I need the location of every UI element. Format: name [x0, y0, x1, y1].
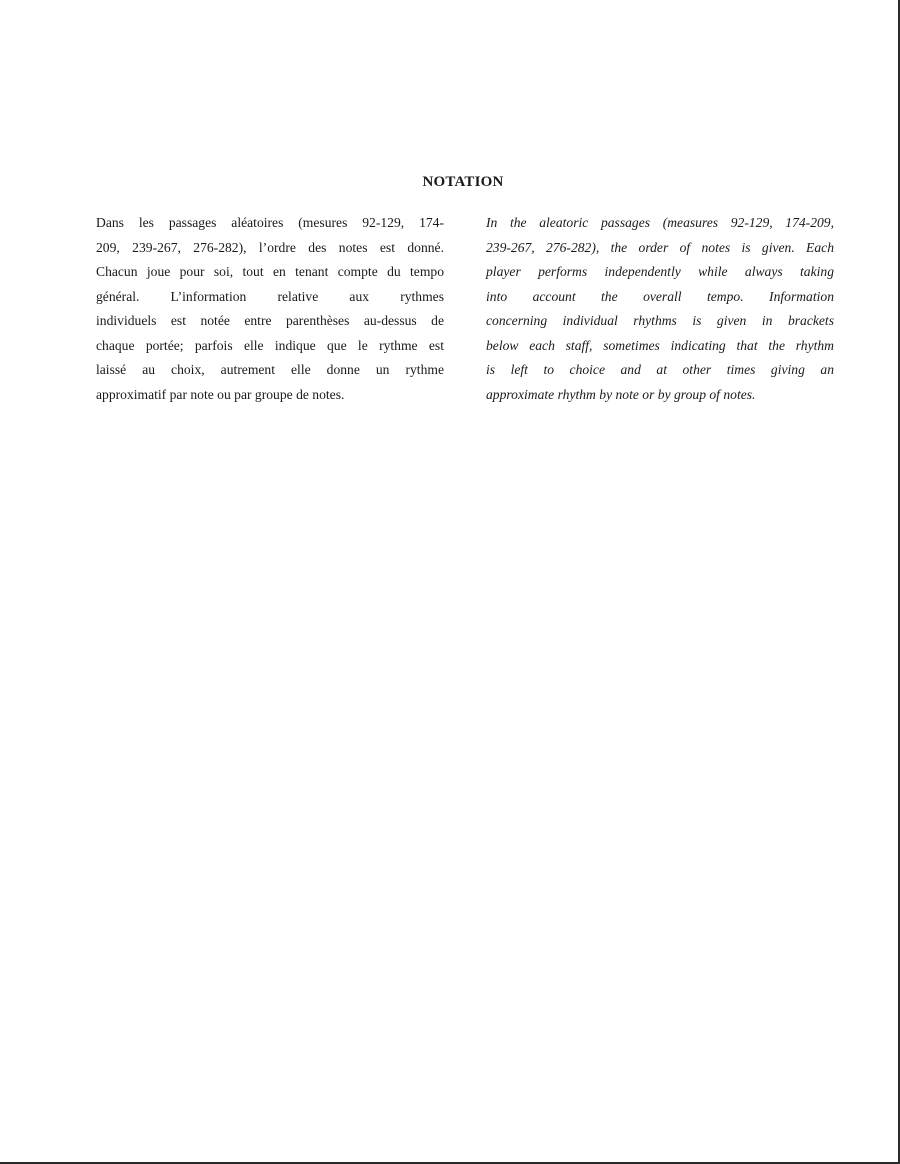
- english-line: into account the overall tempo. Information: [486, 288, 834, 304]
- french-line: approximatif par note ou par groupe de notes.: [96, 386, 345, 402]
- french-line: 209, 239-267, 276-282), l’ordre des notes est donné.: [96, 239, 444, 255]
- english-line: is left to choice and at other times giving an: [486, 362, 834, 377]
- english-line: In the aleatoric passages (measures 92-129, 174-209,: [486, 215, 834, 230]
- english-line: below each staff, sometimes indicating that the rhythm: [486, 337, 834, 353]
- english-line: 239-267, 276-282), the order of notes is given. Each: [486, 239, 834, 255]
- french-line: Chacun joue pour soi, tout en tenant compte du tempo: [96, 264, 444, 279]
- french-line: Dans les passages aléatoires (mesures 92-129, 174-: [96, 215, 444, 230]
- english-line: approximate rhythm by note or by group of notes.: [486, 386, 756, 402]
- english-line: concerning individual rhythms is given in brackets: [486, 313, 834, 328]
- french-line: laissé au choix, autrement elle donne un rythme: [96, 362, 444, 377]
- english-paragraph: [486, 211, 834, 407]
- english-line: player performs independently while always taking: [486, 264, 834, 279]
- french-line: chaque portée; parfois elle indique que le rythme est: [96, 337, 444, 353]
- french-paragraph: [96, 211, 444, 407]
- french-line: individuels est notée entre parenthèses au-dessus de: [96, 313, 444, 328]
- page-title: NOTATION: [422, 174, 504, 190]
- french-line: général. L’information relative aux rythmes: [96, 288, 444, 304]
